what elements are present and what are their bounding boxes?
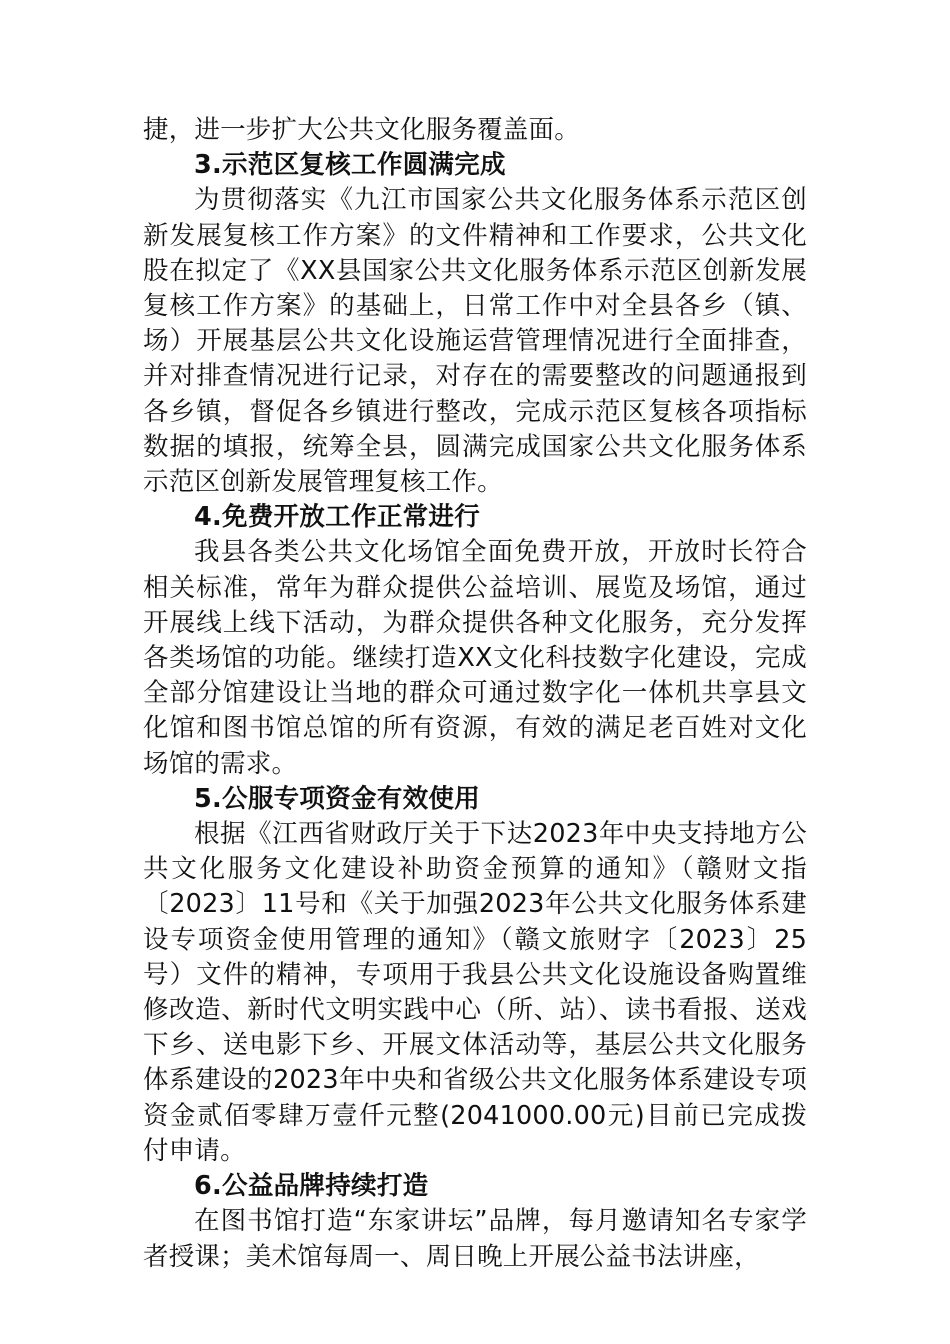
paragraph-section-6: 在图书馆打造“东家讲坛”品牌，每月邀请知名专家学者授课；美术馆每周一、周日晚上开展公益书法讲座， <box>143 1206 807 1272</box>
section-heading-6: 6.公益品牌持续打造 <box>194 1171 429 1202</box>
paragraph-section-4: 我县各类公共文化场馆全面免费开放，开放时长符合相关标准，常年为群众提供公益培训、展览及场馆，通过开展线上线下活动，为群众提供各种文化服务，充分发挥各类场馆的功能。继续打造XX文化科技数字化建设，完成全部分馆建设让当地的群众可通过数字化一体机共享县文化馆和图书馆总馆的所有资源，有效的满足老百姓对文化场馆的需求。 <box>143 537 807 779</box>
section-heading-5: 5.公服专项资金有效使用 <box>194 783 481 814</box>
paragraph-continuation: 捷，进一步扩大公共文化服务覆盖面。 <box>143 115 580 145</box>
section-heading-3: 3.示范区复核工作圆满完成 <box>194 150 506 181</box>
paragraph-section-3: 为贯彻落实《九江市国家公共文化服务体系示范区创新发展复核工作方案》的文件精神和工作要求，公共文化股在拟定了《XX县国家公共文化服务体系示范区创新发展复核工作方案》的基础上，日常工作中对全县各乡（镇、场）开展基层公共文化设施运营管理情况进行全面排查，并对排查情况进行记录，对存在的需要整改的问题通报到各乡镇，督促各乡镇进行整改，完成示范区复核各项指标数据的填报，统筹全县，圆满完成国家公共文化服务体系示范区创新发展管理复核工作。 <box>143 185 807 498</box>
document-body <box>143 113 807 1275</box>
section-heading-4: 4.免费开放工作正常进行 <box>194 502 481 533</box>
paragraph-section-5: 根据《江西省财政厅关于下达2023年中央支持地方公共文化服务文化建设补助资金预算的通知》（赣财文指〔2023〕11号和《关于加强2023年公共文化服务体系建设专项资金使用管理的通知》（赣文旅财字〔2023〕25号）文件的精神，专项用于我县公共文化设施设备购置维修改造、新时代文明实践中心（所、站）、读书看报、送戏下乡、送电影下乡、开展文体活动等，基层公共文化服务体系建设的2023年中央和省级公共文化服务体系建设专项资金贰佰零肆万壹仟元整(2041000.00元)目前已完成拨付申请。 <box>143 819 807 1166</box>
